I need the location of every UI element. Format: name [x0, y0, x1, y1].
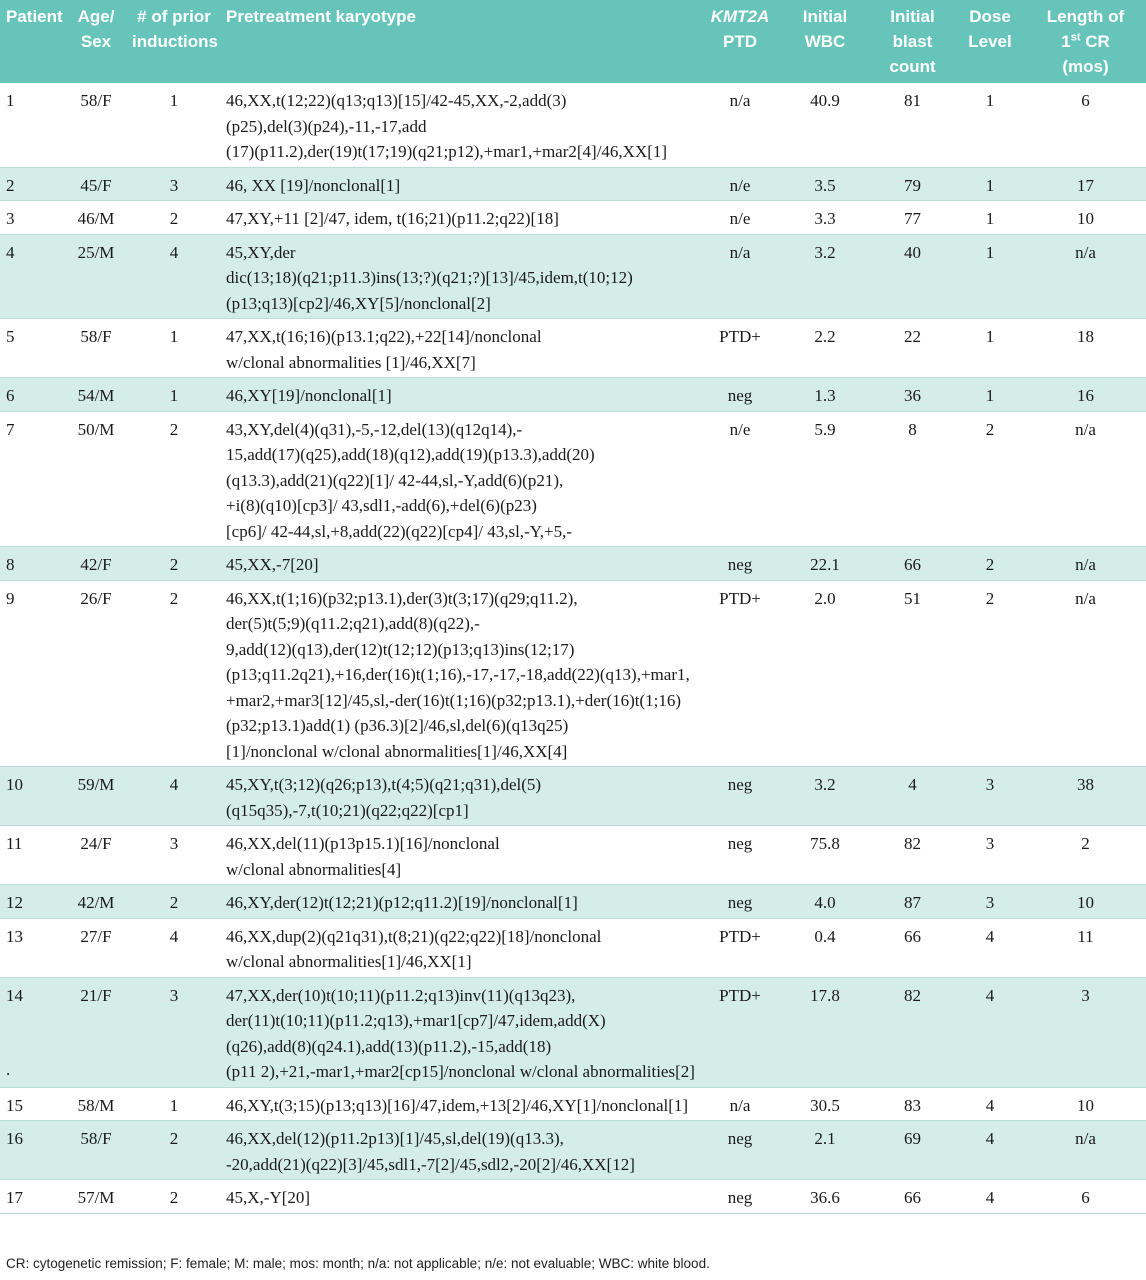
cell-length-cr: 11	[1025, 918, 1146, 977]
cell-karyotype: 45,XX,-7[20]	[220, 547, 700, 581]
cell-dose-level: 3	[955, 767, 1025, 826]
cell-age-sex: 24/F	[64, 826, 128, 885]
table-row	[0, 580, 1146, 767]
table-row	[0, 547, 1146, 581]
cell-prior-inductions: 2	[128, 580, 220, 767]
cell-kmt2a-ptd: neg	[700, 885, 780, 919]
cell-dose-level: 2	[955, 411, 1025, 547]
cell-dose-level: 1	[955, 83, 1025, 167]
cell-length-cr: 2	[1025, 826, 1146, 885]
table-row	[0, 378, 1146, 412]
cell-dose-level: 4	[955, 977, 1025, 1087]
cell-dose-level: 1	[955, 234, 1025, 319]
header-kmt2a-gene: KMT2A	[710, 7, 770, 26]
row-14-stray-mark: .	[6, 1060, 11, 1079]
cell-kmt2a-ptd: n/e	[700, 201, 780, 235]
cell-age-sex: 25/M	[64, 234, 128, 319]
header-cr-prefix: Length of 1	[1046, 7, 1125, 51]
cell-karyotype: 46,XY[19]/nonclonal[1]	[220, 378, 700, 412]
cell-initial-wbc: 17.8	[780, 977, 870, 1087]
header-initial-blast: Initial blast count	[889, 7, 936, 76]
cell-length-cr: n/a	[1025, 580, 1146, 767]
cell-karyotype: 45,X,-Y[20]	[220, 1180, 700, 1214]
cell-patient: 15	[0, 1087, 64, 1121]
cell-length-cr: n/a	[1025, 1121, 1146, 1180]
cell-age-sex: 42/F	[64, 547, 128, 581]
cell-age-sex: 45/F	[64, 167, 128, 201]
cell-initial-wbc: 3.2	[780, 234, 870, 319]
cell-kmt2a-ptd: neg	[700, 1121, 780, 1180]
cell-patient: 13	[0, 918, 64, 977]
cell-kmt2a-ptd: PTD+	[700, 319, 780, 378]
cell-initial-blast: 40	[870, 234, 955, 319]
header-kmt2a-ptd	[700, 0, 780, 83]
cell-initial-blast: 51	[870, 580, 955, 767]
table-row	[0, 1121, 1146, 1180]
cell-patient: 1	[0, 83, 64, 167]
cell-initial-blast: 66	[870, 547, 955, 581]
cell-length-cr: 18	[1025, 319, 1146, 378]
header-dose-level: Dose Level	[968, 7, 1012, 51]
table-row	[0, 1087, 1146, 1121]
table-body	[0, 83, 1146, 1213]
cell-prior-inductions: 3	[128, 167, 220, 201]
cell-initial-wbc: 2.0	[780, 580, 870, 767]
cell-length-cr: 3	[1025, 977, 1146, 1087]
cell-patient: 11	[0, 826, 64, 885]
cell-kmt2a-ptd: neg	[700, 826, 780, 885]
cell-age-sex: 59/M	[64, 767, 128, 826]
cell-kmt2a-ptd: n/a	[700, 1087, 780, 1121]
cell-kmt2a-ptd: n/a	[700, 234, 780, 319]
cell-prior-inductions: 4	[128, 767, 220, 826]
cell-dose-level: 1	[955, 319, 1025, 378]
cell-kmt2a-ptd: n/e	[700, 167, 780, 201]
cell-length-cr: 6	[1025, 83, 1146, 167]
cell-initial-blast: 66	[870, 918, 955, 977]
cell-age-sex: 26/F	[64, 580, 128, 767]
cell-karyotype: 46,XX,dup(2)(q21q31),t(8;21)(q22;q22)[18]/nonclonal w/clonal abnormalities[1]/46,XX[1]	[220, 918, 700, 977]
cell-initial-wbc: 75.8	[780, 826, 870, 885]
cell-age-sex: 46/M	[64, 201, 128, 235]
cell-karyotype: 45,XY,t(3;12)(q26;p13),t(4;5)(q21;q31),del(5) (q15q35),-7,t(10;21)(q22;q22)[cp1]	[220, 767, 700, 826]
cell-length-cr: 10	[1025, 885, 1146, 919]
cell-patient: 16	[0, 1121, 64, 1180]
cell-prior-inductions: 1	[128, 1087, 220, 1121]
cell-age-sex: 58/M	[64, 1087, 128, 1121]
cell-prior-inductions: 2	[128, 411, 220, 547]
table-row	[0, 918, 1146, 977]
cell-kmt2a-ptd: PTD+	[700, 977, 780, 1087]
cell-initial-wbc: 0.4	[780, 918, 870, 977]
cell-age-sex: 58/F	[64, 1121, 128, 1180]
header-initial-wbc: Initial WBC	[802, 7, 848, 51]
cell-prior-inductions: 2	[128, 547, 220, 581]
header-karyotype: Pretreatment karyotype	[226, 7, 416, 26]
table-row	[0, 167, 1146, 201]
cell-length-cr: n/a	[1025, 411, 1146, 547]
cell-patient: 12	[0, 885, 64, 919]
cell-initial-wbc: 22.1	[780, 547, 870, 581]
cell-initial-blast: 69	[870, 1121, 955, 1180]
cell-dose-level: 1	[955, 167, 1025, 201]
table-row	[0, 319, 1146, 378]
table-row	[0, 201, 1146, 235]
cell-dose-level: 4	[955, 918, 1025, 977]
cell-patient: 9	[0, 580, 64, 767]
cell-patient: 2	[0, 167, 64, 201]
cell-initial-blast: 4	[870, 767, 955, 826]
cell-dose-level: 4	[955, 1087, 1025, 1121]
table-row	[0, 1180, 1146, 1214]
header-cr-suffix: CR (mos)	[1062, 32, 1110, 76]
cell-length-cr: 10	[1025, 1087, 1146, 1121]
table-row	[0, 767, 1146, 826]
cell-prior-inductions: 2	[128, 201, 220, 235]
cell-karyotype: 46,XX,t(12;22)(q13;q13)[15]/42-45,XX,-2,add(3) (p25),del(3)(p24),-11,-17,add (17)(p11.2),der(19)t(17;19)(q21;p12),+mar1,+mar2[4]/46,XX[1]	[220, 83, 700, 167]
cell-length-cr: n/a	[1025, 547, 1146, 581]
cell-prior-inductions: 2	[128, 1180, 220, 1214]
cell-initial-wbc: 40.9	[780, 83, 870, 167]
cell-prior-inductions: 2	[128, 885, 220, 919]
table-row	[0, 885, 1146, 919]
cell-karyotype: 43,XY,del(4)(q31),-5,-12,del(13)(q12q14),- 15,add(17)(q25),add(18)(q12),add(19)(p13.3),add(20) (q13.3),add(21)(q22)[1]/ 42-44,sl,-Y,add(6)(p21), +i(8)(q10)[cp3]/ 43,sdl1,-add(6),+del(6)(p23) [cp6]/ 42-44,sl,+8,add(22)(q22)[cp4]/ 43,sl,-Y,+5,-	[220, 411, 700, 547]
cell-patient: 6	[0, 378, 64, 412]
cell-karyotype: 47,XX,der(10)t(10;11)(p11.2;q13)inv(11)(q13q23), der(11)t(10;11)(p11.2;q13),+mar1[cp7]/47,idem,add(X) (q26),add(8)(q24.1),add(13)(p11.2),-15,add(18) (p11 2),+21,-mar1,+mar2[cp15]/nonclonal w/clonal abnormalities[2]	[220, 977, 700, 1087]
cell-length-cr: 38	[1025, 767, 1146, 826]
cell-initial-blast: 82	[870, 977, 955, 1087]
cell-prior-inductions: 4	[128, 234, 220, 319]
table-row	[0, 411, 1146, 547]
cell-kmt2a-ptd: neg	[700, 547, 780, 581]
cell-initial-wbc: 1.3	[780, 378, 870, 412]
cell-initial-blast: 8	[870, 411, 955, 547]
cell-prior-inductions: 3	[128, 826, 220, 885]
cell-patient: 8	[0, 547, 64, 581]
cell-initial-wbc: 2.2	[780, 319, 870, 378]
cell-karyotype: 47,XX,t(16;16)(p13.1;q22),+22[14]/nonclonal w/clonal abnormalities [1]/46,XX[7]	[220, 319, 700, 378]
cell-patient: 4	[0, 234, 64, 319]
cell-patient: 10	[0, 767, 64, 826]
cell-initial-wbc: 30.5	[780, 1087, 870, 1121]
cell-dose-level: 2	[955, 580, 1025, 767]
cell-patient: 7	[0, 411, 64, 547]
table-footnote: CR: cytogenetic remission; F: female; M: male; mos: month; n/a: not applicable; n/e: not evaluable; WBC: white blood.	[6, 1256, 710, 1271]
cell-karyotype: 46, XX [19]/nonclonal[1]	[220, 167, 700, 201]
cell-kmt2a-ptd: n/e	[700, 411, 780, 547]
cell-initial-blast: 83	[870, 1087, 955, 1121]
cell-initial-blast: 87	[870, 885, 955, 919]
table-row	[0, 826, 1146, 885]
cell-kmt2a-ptd: neg	[700, 767, 780, 826]
table-row	[0, 83, 1146, 167]
cell-prior-inductions: 4	[128, 918, 220, 977]
cell-karyotype: 46,XY,t(3;15)(p13;q13)[16]/47,idem,+13[2]/46,XY[1]/nonclonal[1]	[220, 1087, 700, 1121]
cell-age-sex: 21/F	[64, 977, 128, 1087]
cell-patient: 5	[0, 319, 64, 378]
cell-age-sex: 57/M	[64, 1180, 128, 1214]
cell-initial-wbc: 5.9	[780, 411, 870, 547]
cell-initial-blast: 66	[870, 1180, 955, 1214]
cell-initial-wbc: 2.1	[780, 1121, 870, 1180]
cell-dose-level: 3	[955, 826, 1025, 885]
cell-dose-level: 4	[955, 1180, 1025, 1214]
cell-initial-wbc: 3.3	[780, 201, 870, 235]
cell-karyotype: 46,XX,del(12)(p11.2p13)[1]/45,sl,del(19)(q13.3), -20,add(21)(q22)[3]/45,sdl1,-7[2]/45,sdl2,-20[2]/46,XX[12]	[220, 1121, 700, 1180]
cell-initial-wbc: 36.6	[780, 1180, 870, 1214]
cell-age-sex: 54/M	[64, 378, 128, 412]
cell-length-cr: 6	[1025, 1180, 1146, 1214]
cell-prior-inductions: 1	[128, 83, 220, 167]
cell-dose-level: 1	[955, 378, 1025, 412]
header-kmt2a-ptd-label: PTD	[723, 32, 757, 51]
cell-initial-wbc: 3.2	[780, 767, 870, 826]
cell-patient: 14	[0, 977, 64, 1087]
cell-age-sex: 50/M	[64, 411, 128, 547]
header-prior-inductions: # of prior inductions	[132, 7, 218, 51]
cell-patient: 17	[0, 1180, 64, 1214]
cell-karyotype: 45,XY,der dic(13;18)(q21;p11.3)ins(13;?)(q21;?)[13]/45,idem,t(10;12) (p13;q13)[cp2]/46,XY[5]/nonclonal[2]	[220, 234, 700, 319]
cell-dose-level: 1	[955, 201, 1025, 235]
table-row	[0, 234, 1146, 319]
cell-age-sex: 58/F	[64, 319, 128, 378]
cell-kmt2a-ptd: PTD+	[700, 580, 780, 767]
cell-initial-blast: 81	[870, 83, 955, 167]
table-header-row	[0, 0, 1146, 83]
cell-initial-wbc: 4.0	[780, 885, 870, 919]
cell-kmt2a-ptd: neg	[700, 378, 780, 412]
cell-karyotype: 46,XX,t(1;16)(p32;p13.1),der(3)t(3;17)(q29;q11.2), der(5)t(5;9)(q11.2;q21),add(8)(q22),- 9,add(12)(q13),der(12)t(12;12)(p13;q13)ins(12;17) (p13;q11.2q21),+16,der(16)t(1;16),-17,-17,-18,add(22)(q13),+mar1, +mar2,+mar3[12]/45,sl,-der(16)t(1;16)(p32;p13.1),+der(16)t(1;16) (p32;p13.1)add(1) (p36.3)[2]/46,sl,del(6)(q13q25) [1]/nonclonal w/clonal abnormalities[1]/46,XX[4]	[220, 580, 700, 767]
cell-patient: 3	[0, 201, 64, 235]
cell-prior-inductions: 3	[128, 977, 220, 1087]
header-age-sex: Age/ Sex	[77, 7, 115, 51]
header-length-cr	[1025, 0, 1146, 83]
cell-length-cr: 16	[1025, 378, 1146, 412]
cell-kmt2a-ptd: neg	[700, 1180, 780, 1214]
cell-length-cr: 10	[1025, 201, 1146, 235]
cell-dose-level: 3	[955, 885, 1025, 919]
cell-initial-blast: 36	[870, 378, 955, 412]
header-patient: Patient	[6, 7, 63, 26]
cell-initial-blast: 82	[870, 826, 955, 885]
cell-karyotype: 46,XX,del(11)(p13p15.1)[16]/nonclonal w/clonal abnormalities[4]	[220, 826, 700, 885]
cell-initial-wbc: 3.5	[780, 167, 870, 201]
cell-karyotype: 46,XY,der(12)t(12;21)(p12;q11.2)[19]/nonclonal[1]	[220, 885, 700, 919]
cell-initial-blast: 79	[870, 167, 955, 201]
cell-prior-inductions: 1	[128, 378, 220, 412]
cell-dose-level: 2	[955, 547, 1025, 581]
cell-karyotype: 47,XY,+11 [2]/47, idem, t(16;21)(p11.2;q22)[18]	[220, 201, 700, 235]
cell-length-cr: n/a	[1025, 234, 1146, 319]
cell-kmt2a-ptd: n/a	[700, 83, 780, 167]
cell-length-cr: 17	[1025, 167, 1146, 201]
cell-initial-blast: 22	[870, 319, 955, 378]
cell-age-sex: 27/F	[64, 918, 128, 977]
table-row	[0, 977, 1146, 1087]
cell-prior-inductions: 1	[128, 319, 220, 378]
cell-dose-level: 4	[955, 1121, 1025, 1180]
cell-initial-blast: 77	[870, 201, 955, 235]
cell-age-sex: 58/F	[64, 83, 128, 167]
cell-age-sex: 42/M	[64, 885, 128, 919]
header-cr-sup: st	[1070, 31, 1081, 44]
cell-prior-inductions: 2	[128, 1121, 220, 1180]
cell-kmt2a-ptd: PTD+	[700, 918, 780, 977]
